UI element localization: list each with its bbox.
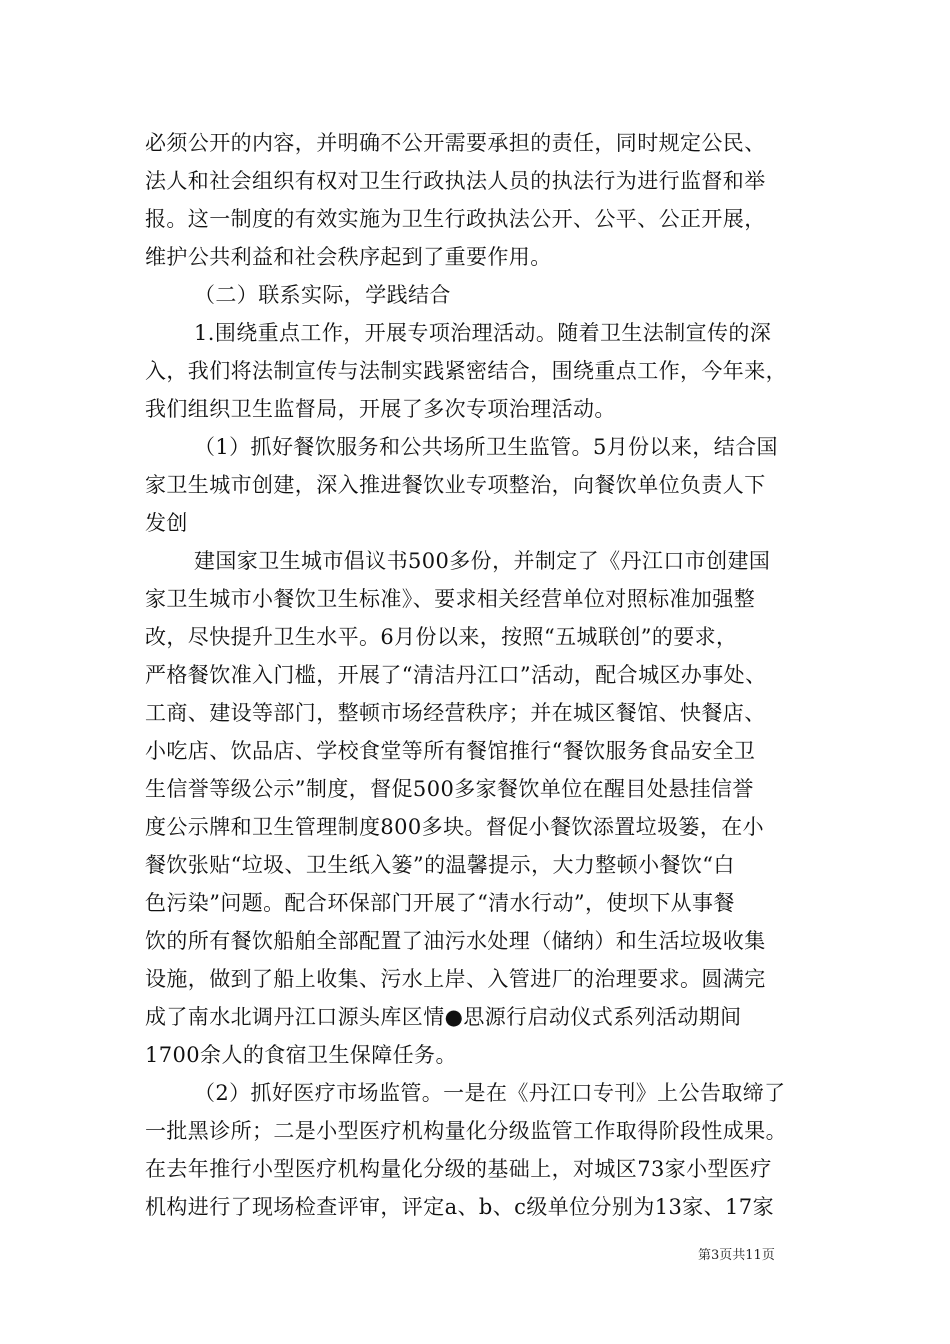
- paragraph-line: 一批黑诊所；二是小型医疗机构量化分级监管工作取得阶段性成果。: [145, 1119, 787, 1143]
- paragraph-line: 我们组织卫生监督局，开展了多次专项治理活动。: [145, 397, 616, 421]
- paragraph-line: （1）抓好餐饮服务和公共场所卫生监管。5月份以来，结合国: [194, 435, 778, 459]
- paragraph-line: 严格餐饮准入门槛，开展了“清洁丹江口”活动，配合城区办事处、: [145, 663, 767, 687]
- paragraph-line: 改，尽快提升卫生水平。6月份以来，按照“五城联创”的要求，: [145, 625, 738, 649]
- paragraph-line: 家卫生城市小餐饮卫生标准》、要求相关经营单位对照标准加强整: [145, 587, 756, 611]
- paragraph-line: 成了南水北调丹江口源头库区情●思源行启动仪式系列活动期间: [145, 1005, 742, 1029]
- paragraph-line: 法人和社会组织有权对卫生行政执法人员的执法行为进行监督和举: [145, 169, 766, 193]
- paragraph-line: 1.围绕重点工作，开展专项治理活动。随着卫生法制宣传的深: [194, 321, 772, 345]
- paragraph-line: 报。这一制度的有效实施为卫生行政执法公开、公平、公正开展，: [145, 207, 766, 231]
- section-heading: （二）联系实际，学践结合: [194, 283, 451, 307]
- paragraph-line: 在去年推行小型医疗机构量化分级的基础上，对城区73家小型医疗: [145, 1157, 772, 1181]
- paragraph-line: （2）抓好医疗市场监管。一是在《丹江口专刊》上公告取缔了: [194, 1081, 786, 1105]
- paragraph-line: 维护公共利益和社会秩序起到了重要作用。: [145, 245, 552, 269]
- paragraph-line: 工商、建设等部门，整顿市场经营秩序；并在城区餐馆、快餐店、: [145, 701, 766, 725]
- paragraph-line: 1700余人的食宿卫生保障任务。: [145, 1043, 457, 1067]
- paragraph-line: 小吃店、饮品店、学校食堂等所有餐馆推行“餐饮服务食品安全卫: [145, 739, 756, 763]
- paragraph-line: 生信誉等级公示”制度，督促500多家餐饮单位在醒目处悬挂信誉: [145, 777, 754, 801]
- paragraph-line: 色污染”问题。配合环保部门开展了“清水行动”，使坝下从事餐: [145, 891, 735, 915]
- paragraph-line: 设施，做到了船上收集、污水上岸、入管进厂的治理要求。圆满完: [145, 967, 766, 991]
- paragraph-line: 入，我们将法制宣传与法制实践紧密结合，围绕重点工作，今年来，: [145, 359, 787, 383]
- paragraph-line: 机构进行了现场检查评审，评定a、b、c级单位分别为13家、17家: [145, 1195, 774, 1219]
- paragraph-line: 发创: [145, 511, 188, 535]
- paragraph-line: 餐饮张贴“垃圾、卫生纸入篓”的温馨提示，大力整顿小餐饮“白: [145, 853, 735, 877]
- paragraph-line: 家卫生城市创建，深入推进餐饮业专项整治，向餐饮单位负责人下: [145, 473, 766, 497]
- paragraph-line: 建国家卫生城市倡议书500多份，并制定了《丹江口市创建国: [194, 549, 771, 573]
- page-number: 第3页共11页: [698, 1248, 775, 1263]
- paragraph-line: 必须公开的内容，并明确不公开需要承担的责任，同时规定公民、: [145, 131, 766, 155]
- paragraph-line: 饮的所有餐饮船舶全部配置了油污水处理（储纳）和生活垃圾收集: [145, 929, 766, 953]
- paragraph-line: 度公示牌和卫生管理制度800多块。督促小餐饮添置垃圾篓，在小: [145, 815, 765, 839]
